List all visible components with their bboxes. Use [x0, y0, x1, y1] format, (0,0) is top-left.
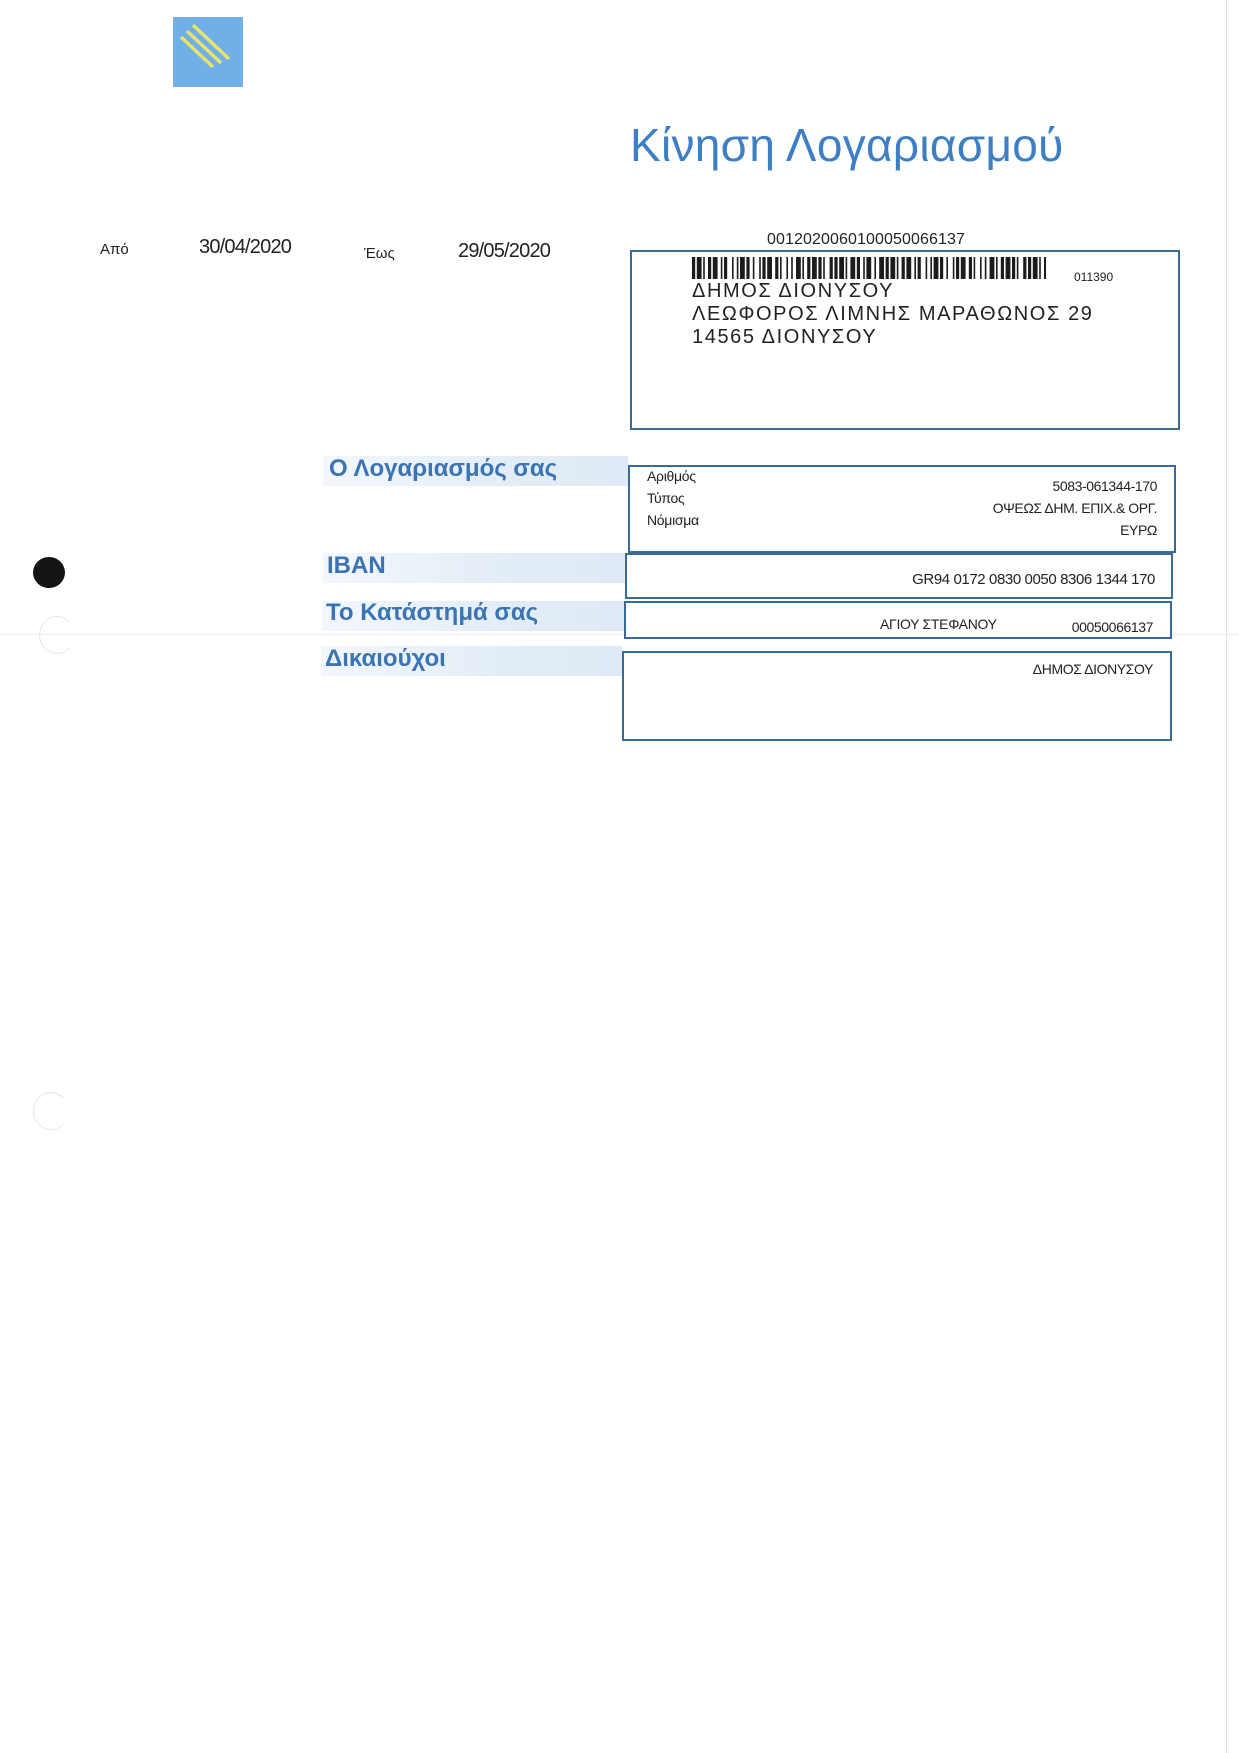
barcode-bar [940, 257, 943, 279]
barcode-bar [990, 257, 995, 279]
barcode-bar [879, 257, 884, 279]
beneficiary-name: ΔΗΜΟΣ ΔΙΟΝΥΣΟΥ [1032, 661, 1153, 677]
barcode-bar [874, 257, 876, 279]
barcode-bar [1023, 257, 1026, 279]
scan-edge-line [1226, 0, 1227, 1753]
barcode-bar [796, 257, 801, 279]
barcode-bar [1028, 257, 1031, 279]
barcode-bar [934, 257, 939, 279]
account-number-label: Αριθμός [647, 468, 696, 484]
barcode-bar [775, 257, 778, 279]
barcode-bar [740, 257, 745, 279]
recipient-street: ΛΕΩΦΟΡΟΣ ΛΙΜΝΗΣ ΜΑΡΑΘΩΝΟΣ 29 [692, 303, 1094, 325]
barcode-bar [857, 257, 860, 279]
branch-code: 00050066137 [1071, 619, 1153, 635]
barcode-bar [807, 257, 810, 279]
barcode-graphic [692, 257, 1046, 279]
barcode-bar [953, 257, 955, 279]
account-currency-label: Νόμισμα [647, 512, 699, 528]
barcode-bar [692, 257, 695, 279]
barcode-bar [996, 257, 998, 279]
barcode-bar [724, 257, 727, 279]
barcode-bar [780, 257, 782, 279]
barcode-bar [1017, 257, 1019, 279]
barcode-bar [753, 257, 755, 279]
to-label: Έως [364, 245, 395, 262]
barcode-bar [1001, 257, 1004, 279]
barcode-number: 0012020060100050066137 [767, 231, 965, 248]
barcode-bar [930, 257, 932, 279]
barcode-bar [850, 257, 855, 279]
barcode-bar [732, 257, 734, 279]
barcode-bar [759, 257, 761, 279]
barcode-bar [926, 257, 928, 279]
barcode-bar [902, 257, 905, 279]
barcode-bar [737, 257, 739, 279]
page-title: Κίνηση Λογαριασμού [630, 119, 1064, 171]
barcode-bar [786, 257, 788, 279]
punch-hole [33, 557, 65, 588]
barcode-bar [1039, 257, 1041, 279]
faint-punch-hole [39, 616, 75, 654]
barcode-bar [985, 257, 987, 279]
barcode-bar [1044, 257, 1046, 279]
branch-name: ΑΓΙΟΥ ΣΤΕΦΑΝΟΥ [880, 616, 997, 632]
barcode-bar [886, 257, 889, 279]
barcode-bar [897, 257, 899, 279]
barcode-bar [791, 257, 793, 279]
account-type-value: ΟΨΕΩΣ ΔΗΜ. ΕΠΙΧ.& ΟΡΓ. [992, 500, 1157, 516]
account-number-value: 5083-061344-170 [1052, 478, 1157, 494]
barcode-bar [890, 257, 895, 279]
barcode-bar [969, 257, 972, 279]
barcode-bar [906, 257, 911, 279]
account-type-label: Τύπος [647, 490, 685, 506]
branch-heading: Το Κατάστημά σας [326, 599, 539, 626]
barcode-bar [863, 257, 865, 279]
from-label: Από [100, 241, 129, 258]
barcode-bar [818, 257, 821, 279]
barcode-bar [914, 257, 916, 279]
barcode-bar [721, 257, 723, 279]
barcode-bar [834, 257, 837, 279]
barcode-bar [697, 257, 702, 279]
recipient-code: 011390 [1074, 270, 1114, 284]
iban-heading: IBAN [327, 552, 386, 579]
to-date: 29/05/2020 [458, 240, 551, 262]
barcode-bar [956, 257, 959, 279]
account-currency-value: ΕΥΡΩ [1120, 522, 1157, 538]
barcode-bar [812, 257, 817, 279]
barcode-bar [918, 257, 921, 279]
barcode-bar [703, 257, 705, 279]
beneficiaries-heading: Δικαιούχοι [325, 645, 446, 672]
barcode-bar [974, 257, 976, 279]
barcode-bar [961, 257, 966, 279]
barcode-bar [1006, 257, 1011, 279]
account-heading: Ο Λογαριασμός σας [329, 455, 558, 482]
barcode-bar [1012, 257, 1015, 279]
barcode-bar [802, 257, 804, 279]
recipient-name: ΔΗΜΟΣ ΔΙΟΝΥΣΟΥ [692, 280, 895, 302]
faint-punch-hole [33, 1092, 69, 1130]
recipient-city: 14565 ΔΙΟΝΥΣΟΥ [692, 326, 878, 348]
barcode-bar [746, 257, 749, 279]
barcode-bar [713, 257, 718, 279]
barcode-bar [846, 257, 848, 279]
barcode-bar [762, 257, 765, 279]
barcode-bar [767, 257, 772, 279]
barcode-bar [823, 257, 825, 279]
barcode-bar [980, 257, 982, 279]
iban-value: GR94 0172 0830 0050 8306 1344 170 [912, 571, 1155, 588]
barcode-bar [830, 257, 833, 279]
barcode-bar [866, 257, 871, 279]
barcode-bar [839, 257, 844, 279]
bank-logo-icon [173, 17, 243, 87]
from-date: 30/04/2020 [199, 236, 292, 258]
barcode-bar [708, 257, 711, 279]
barcode-bar [1033, 257, 1038, 279]
barcode-bar [946, 257, 948, 279]
